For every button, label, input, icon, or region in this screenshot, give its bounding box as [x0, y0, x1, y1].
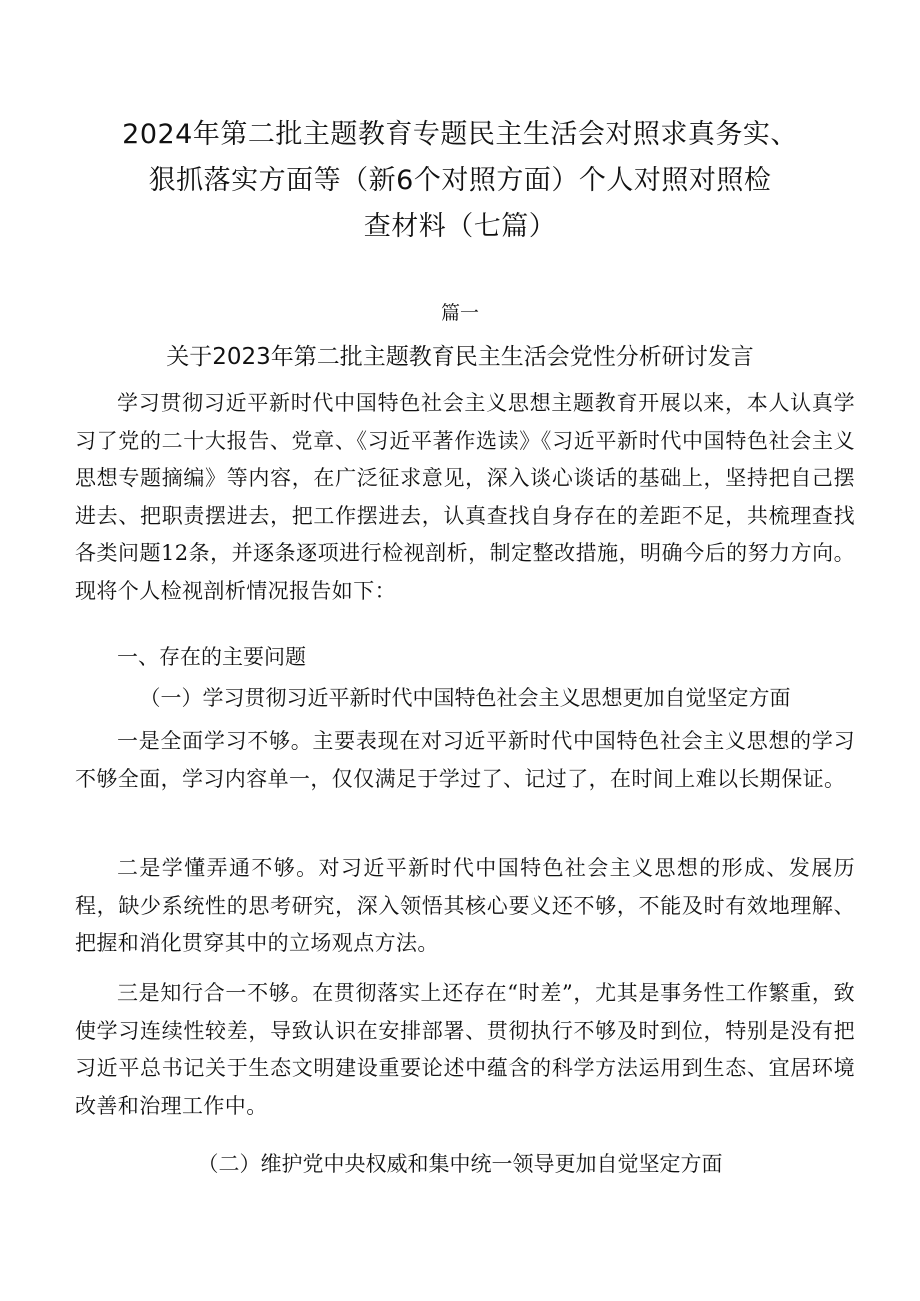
subheading-1: （一）学习贯彻习近平新时代中国特色社会主义思想更加自觉坚定方面: [139, 686, 791, 710]
title-line-2: 狠抓落实方面等（新6个对照方面）个人对照对照检: [148, 165, 772, 196]
section-title: 关于2023年第二批主题教育民主生活会党性分析研讨发言: [166, 344, 754, 370]
point-2-paragraph: 二是学懂弄通不够。对习近平新时代中国特色社会主义思想的形成、发展历程，缺少系统性的思考研究，深入领悟其核心要义还不够，不能及时有效地理解、把握和消化贯穿其中的立场观点方法。: [75, 856, 855, 955]
subheading-2: （二）维护党中央权威和集中统一领导更加自觉坚定方面: [197, 1152, 723, 1176]
point-3-paragraph: 三是知行合一不够。在贯彻落实上还存在“时差”，尤其是事务性工作繁重，致使学习连续性较差，导致认识在安排部署、贯彻执行不够及时到位，特别是没有把习近平总书记关于生态文明建设重要论述中蕴含的科学方法运用到生态、宜居环境改善和治理工作中。: [75, 981, 855, 1118]
title-line-1: 2024年第二批主题教育专题民主生活会对照求真务实、: [122, 119, 798, 150]
document-title: [60, 112, 860, 250]
intro-paragraph: 学习贯彻习近平新时代中国特色社会主义思想主题教育开展以来，本人认真学习了党的二十大报告、党章、《习近平著作选读》《习近平新时代中国特色社会主义思想专题摘编》等内容，在广泛征求意见，深入谈心谈话的基础上，坚持把自己摆进去、把职责摆进去，把工作摆进去，认真查找自身存在的差距不足，共梳理查找各类问题12条，并逐条逐项进行检视剖析，制定整改措施，明确今后的努力方向。现将个人检视剖析情况报告如下：: [75, 391, 855, 603]
point-1-paragraph: 一是全面学习不够。主要表现在对习近平新时代中国特色社会主义思想的学习不够全面，学习内容单一，仅仅满足于学过了、记过了，在时间上难以长期保证。: [75, 729, 855, 791]
heading-main-problems: 一、存在的主要问题: [117, 645, 306, 669]
title-line-3: 查材料（七篇）: [363, 211, 557, 242]
part-label: 篇一: [440, 302, 479, 324]
